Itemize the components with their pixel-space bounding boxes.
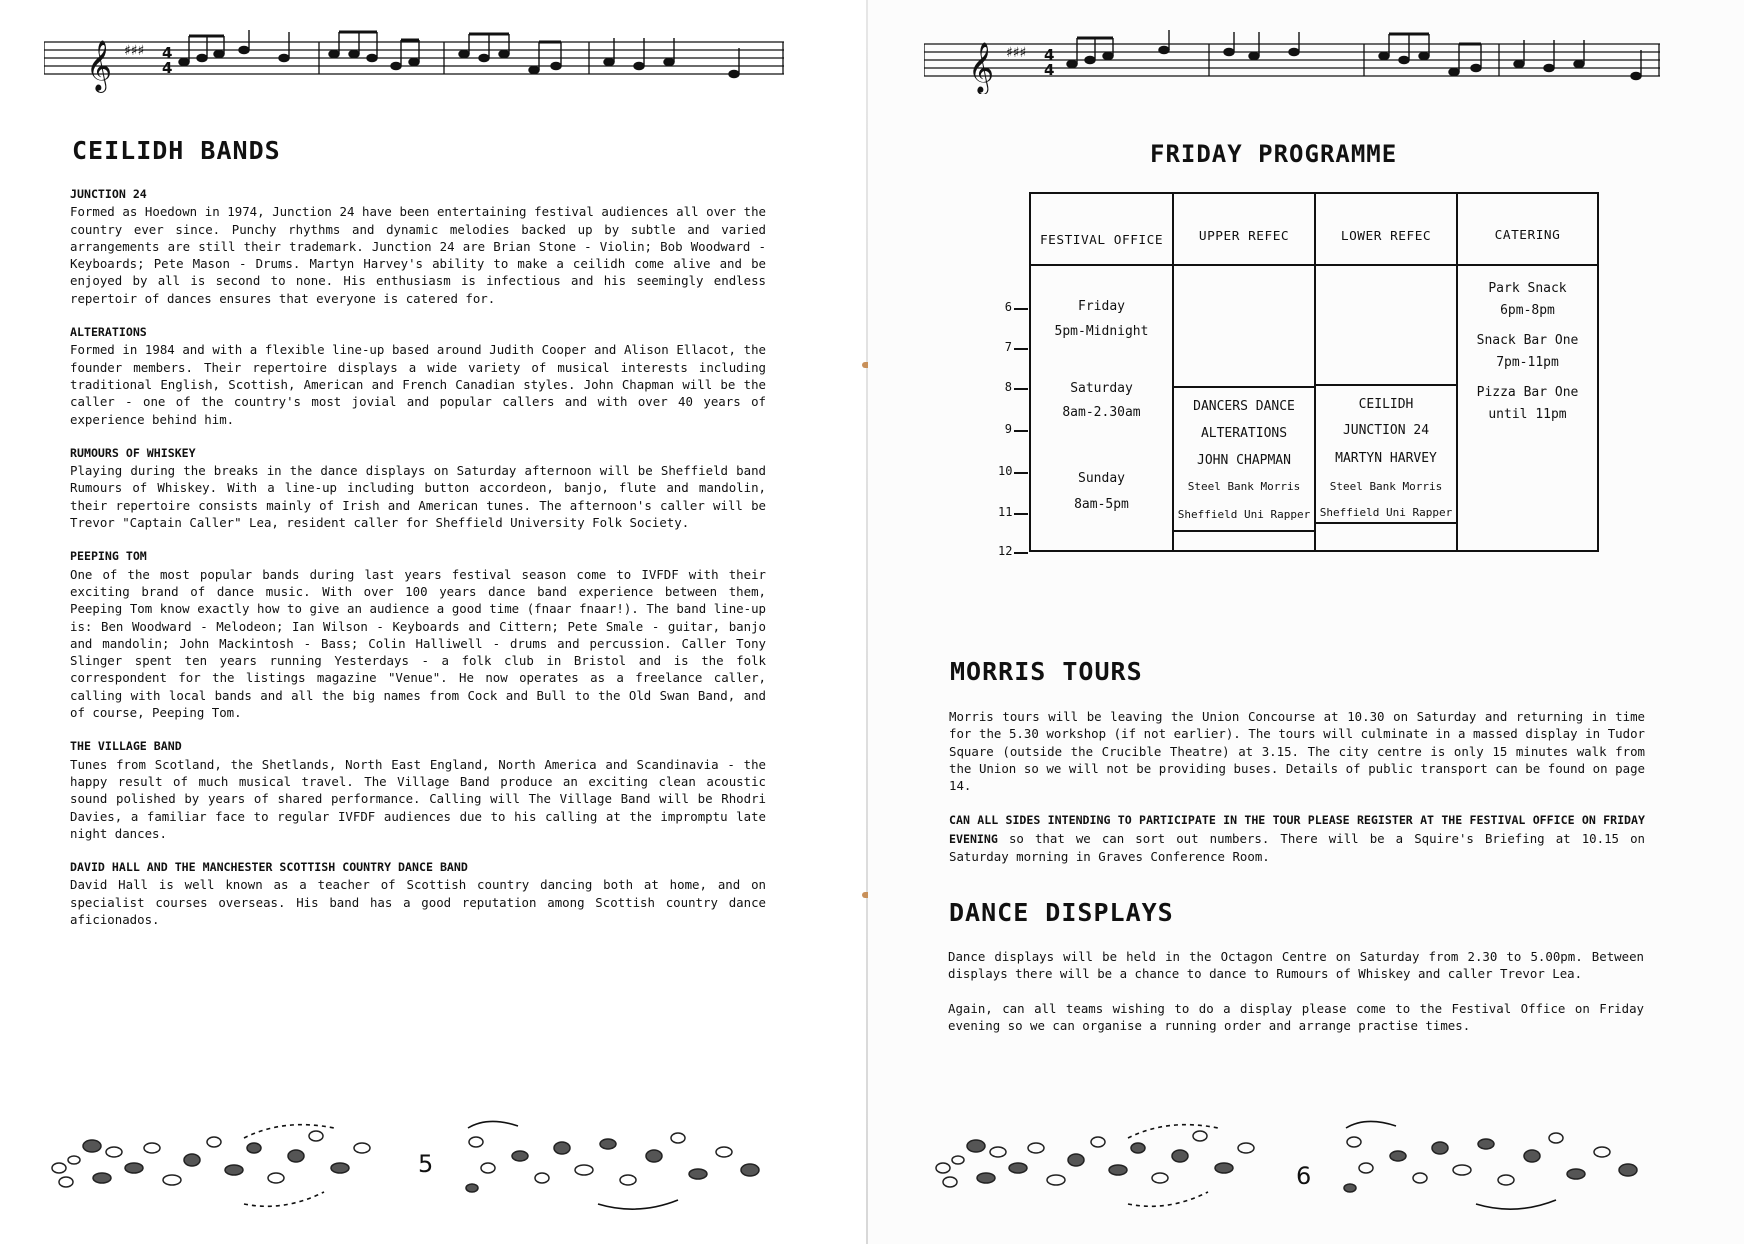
timetable-entry: 6pm-8pm	[1500, 303, 1555, 318]
music-staff-icon	[924, 28, 1660, 94]
dance-displays-text	[948, 948, 1644, 1034]
timetable-entry: Friday	[1078, 299, 1125, 314]
page-title: FRIDAY PROGRAMME	[1150, 140, 1398, 168]
band-entry	[70, 738, 766, 842]
timetable-column-catering	[1458, 194, 1597, 550]
morris-register-emphasis: CAN ALL SIDES INTENDING TO PARTICIPATE IN THE TOUR PLEASE REGISTER AT THE FESTIVAL OFFICE ON FRIDAY EVENING	[949, 813, 1645, 846]
footprints-left-icon	[44, 1108, 384, 1218]
timetable-entry: Snack Bar One	[1476, 333, 1579, 348]
band-name: JUNCTION 24	[70, 187, 147, 201]
footprints-right-2-icon	[1336, 1108, 1656, 1218]
footprints-right-icon	[928, 1108, 1268, 1218]
hour-label: 12	[998, 544, 1013, 558]
column-header: UPPER REFEC	[1174, 194, 1314, 266]
svg-text:♯♯♯: ♯♯♯	[1006, 45, 1027, 61]
band-description: Tunes from Scotland, the Shetlands, North East England, North America and Scandinavia - the happy result of much musical travel. The Village Band produce an exciting clean acoustic sound polished by years of shared performance. Calling will The Village Band will be Rhodri Davies, a familiar face to regular IVFDF audiences due to his calling at the impromptu late night dances.	[70, 756, 766, 841]
timetable-column-upper-refec	[1174, 194, 1316, 550]
timetable-entry: Park Snack	[1488, 281, 1567, 296]
band-name: RUMOURS OF WHISKEY	[70, 445, 196, 460]
svg-text:𝄞: 𝄞	[968, 42, 995, 93]
hour-label: 7	[1004, 340, 1012, 354]
timetable-entry: 8am-2.30am	[1062, 405, 1141, 420]
band-description: Playing during the breaks in the dance displays on Saturday afternoon will be Sheffield band Rumours of Whiskey. With a line-up including button accordeon, banjo, flute and mandolin, their repertoire consists mainly of Irish and American tunes. The afternoon's caller will be Trevor "Captain Caller" Lea, resident caller for Sheffield University Folk Society.	[70, 463, 766, 531]
hour-tick	[1014, 472, 1028, 474]
svg-text:♯♯♯: ♯♯♯	[124, 43, 145, 59]
timetable-entry: MARTYN HARVEY	[1335, 451, 1437, 466]
morris-register-rest: so that we can sort out numbers. There will be a Squire's Briefing at 10.15 on Saturday morning in Graves Conference Room.	[949, 830, 1645, 865]
timetable-entry: 8am-5pm	[1074, 497, 1129, 512]
hour-tick	[1014, 552, 1028, 554]
timetable-entry: Steel Bank Morris	[1329, 480, 1443, 493]
timetable-entry: JUNCTION 24	[1342, 423, 1430, 438]
morris-tours-text	[949, 708, 1645, 865]
morris-tours-heading: MORRIS TOURS	[950, 657, 1143, 686]
timetable-entry: until 11pm	[1488, 407, 1567, 422]
svg-text:4: 4	[162, 59, 173, 77]
band-entry	[70, 186, 766, 307]
band-name: THE VILLAGE BAND	[70, 739, 182, 754]
morris-register-paragraph	[949, 811, 1645, 865]
hour-label: 11	[998, 505, 1013, 519]
column-header: CATERING	[1458, 194, 1597, 266]
band-description: Formed as Hoedown in 1974, Junction 24 have been entertaining festival audiences all over the country ever since. Punchy rhythms and dynamic melodies backed up by subtle and varied arrangements are still their trademark. Junction 24 are Brian Stone - Violin; Bob Woodward - Keyboards; Pete Mason - Drums. Martyn Harvey's ability to make a ceilidh come alive and be enjoyed by all is second to none. His enthusiasm is infectious and his seemingly endless repertoir of dances ensures that everyone is catered for.	[70, 204, 766, 306]
displays-paragraph: Again, can all teams wishing to do a display please come to the Festival Office on Friday evening so we can organise a running order and arrange practise times.	[948, 1000, 1644, 1033]
page-title: CEILIDH BANDS	[72, 136, 281, 165]
timetable-entry: Sheffield Uni Rapper	[1319, 506, 1453, 519]
timetable-entry: 7pm-11pm	[1496, 355, 1559, 370]
hour-tick	[1014, 513, 1028, 515]
hour-label: 10	[998, 464, 1013, 478]
timetable-entry: Steel Bank Morris	[1187, 480, 1301, 493]
timetable-entry: Sheffield Uni Rapper	[1177, 508, 1311, 521]
band-entry	[70, 548, 766, 721]
timetable-entry: 5pm-Midnight	[1054, 324, 1149, 339]
timetable-entry: Saturday	[1070, 381, 1133, 396]
dance-displays-heading: DANCE DISPLAYS	[949, 898, 1174, 927]
band-name: PEEPING TOM	[70, 549, 147, 564]
morris-paragraph: Morris tours will be leaving the Union Concourse at 10.30 on Saturday and returning in time for the 5.30 workshop (if not earlier). The tours will culminate in a massed display in Tudor Square (outside the Crucible Theatre) at 3.15. The city centre is only 15 minutes walk from the Union so we will not be providing buses. Details of public transport can be found on page 14.	[949, 709, 1645, 794]
svg-text:4: 4	[1044, 46, 1055, 64]
right-page	[868, 0, 1744, 1244]
band-entry	[70, 324, 766, 428]
bands-column	[70, 186, 766, 945]
timetable-entry: DANCERS DANCE	[1193, 399, 1295, 414]
svg-text:4: 4	[162, 44, 173, 62]
timetable-entry: Pizza Bar One	[1476, 385, 1579, 400]
timetable-entry: ALTERATIONS	[1200, 426, 1288, 441]
timetable-column-lower-refec	[1316, 194, 1458, 550]
hour-tick	[1014, 388, 1028, 390]
band-description: Formed in 1984 and with a flexible line-up based around Judith Cooper and Alison Ellacot, the founder members. Their repertoire displays a wide variety of musical interests including traditional English, Scottish, American and French Canadian styles. John Chapman will be the caller - one of the country's most jovial and popular callers and with over 40 years of experience behind him.	[70, 342, 766, 427]
hour-label: 8	[1004, 380, 1012, 394]
music-staff-icon	[44, 28, 784, 94]
page-number: 6	[1296, 1162, 1312, 1190]
band-entry	[70, 859, 766, 928]
displays-paragraph: Dance displays will be held in the Octagon Centre on Saturday from 2.30 to 5.00pm. Between displays there will be a chance to dance to Rumours of Whiskey and caller Trevor Lea.	[948, 949, 1644, 982]
column-header: FESTIVAL OFFICE	[1031, 194, 1172, 266]
band-description: David Hall is well known as a teacher of Scottish country dancing both at home, and on specialist courses overseas. His band has a good reputation among Scottish country dance aficionados.	[70, 877, 766, 927]
band-name: DAVID HALL AND THE MANCHESTER SCOTTISH COUNTRY DANCE BAND	[70, 860, 468, 875]
band-description: One of the most popular bands during last years festival season come to IVFDF with their exciting brand of dance music. With over 100 years dance band experience between them, Peeping Tom know exactly how to give an audience a good time (fnaar fnaar!). The band line-up is: Ben Woodward - Melodeon; Ian Wilson - Keyboards and Cittern; Pete Smale - guitar, banjo and mandolin; John Mackintosh - Bass; Colin Halliwell - drums and percussion. Caller Tony Slinger spent ten years running Yesterdays - a folk club in Bristol and is the folk correspondent for the listings magazine "Venue". He now operates as a freelance caller, calling with local bands and all the big names from Cock and Bull to the Old Swan Band, and of course, Peeping Tom.	[70, 566, 766, 721]
hour-label: 6	[1004, 300, 1012, 314]
timetable-entry: CEILIDH	[1358, 397, 1414, 412]
friday-timetable	[1029, 192, 1599, 552]
hour-tick	[1014, 430, 1028, 432]
svg-text:4: 4	[1044, 61, 1055, 79]
band-name: ALTERATIONS	[70, 325, 147, 340]
column-header: LOWER REFEC	[1316, 194, 1456, 266]
svg-text:𝄞: 𝄞	[86, 40, 113, 91]
hour-label: 9	[1004, 422, 1012, 436]
page-number: 5	[418, 1150, 434, 1178]
band-entry	[70, 445, 766, 531]
timetable-entry: JOHN CHAPMAN	[1197, 453, 1291, 468]
footprints-left-2-icon	[458, 1108, 778, 1218]
left-page	[0, 0, 868, 1244]
timetable-column-festival-office	[1031, 194, 1174, 550]
timetable-entry: Sunday	[1078, 471, 1125, 486]
hour-tick	[1014, 308, 1028, 310]
hour-tick	[1014, 348, 1028, 350]
